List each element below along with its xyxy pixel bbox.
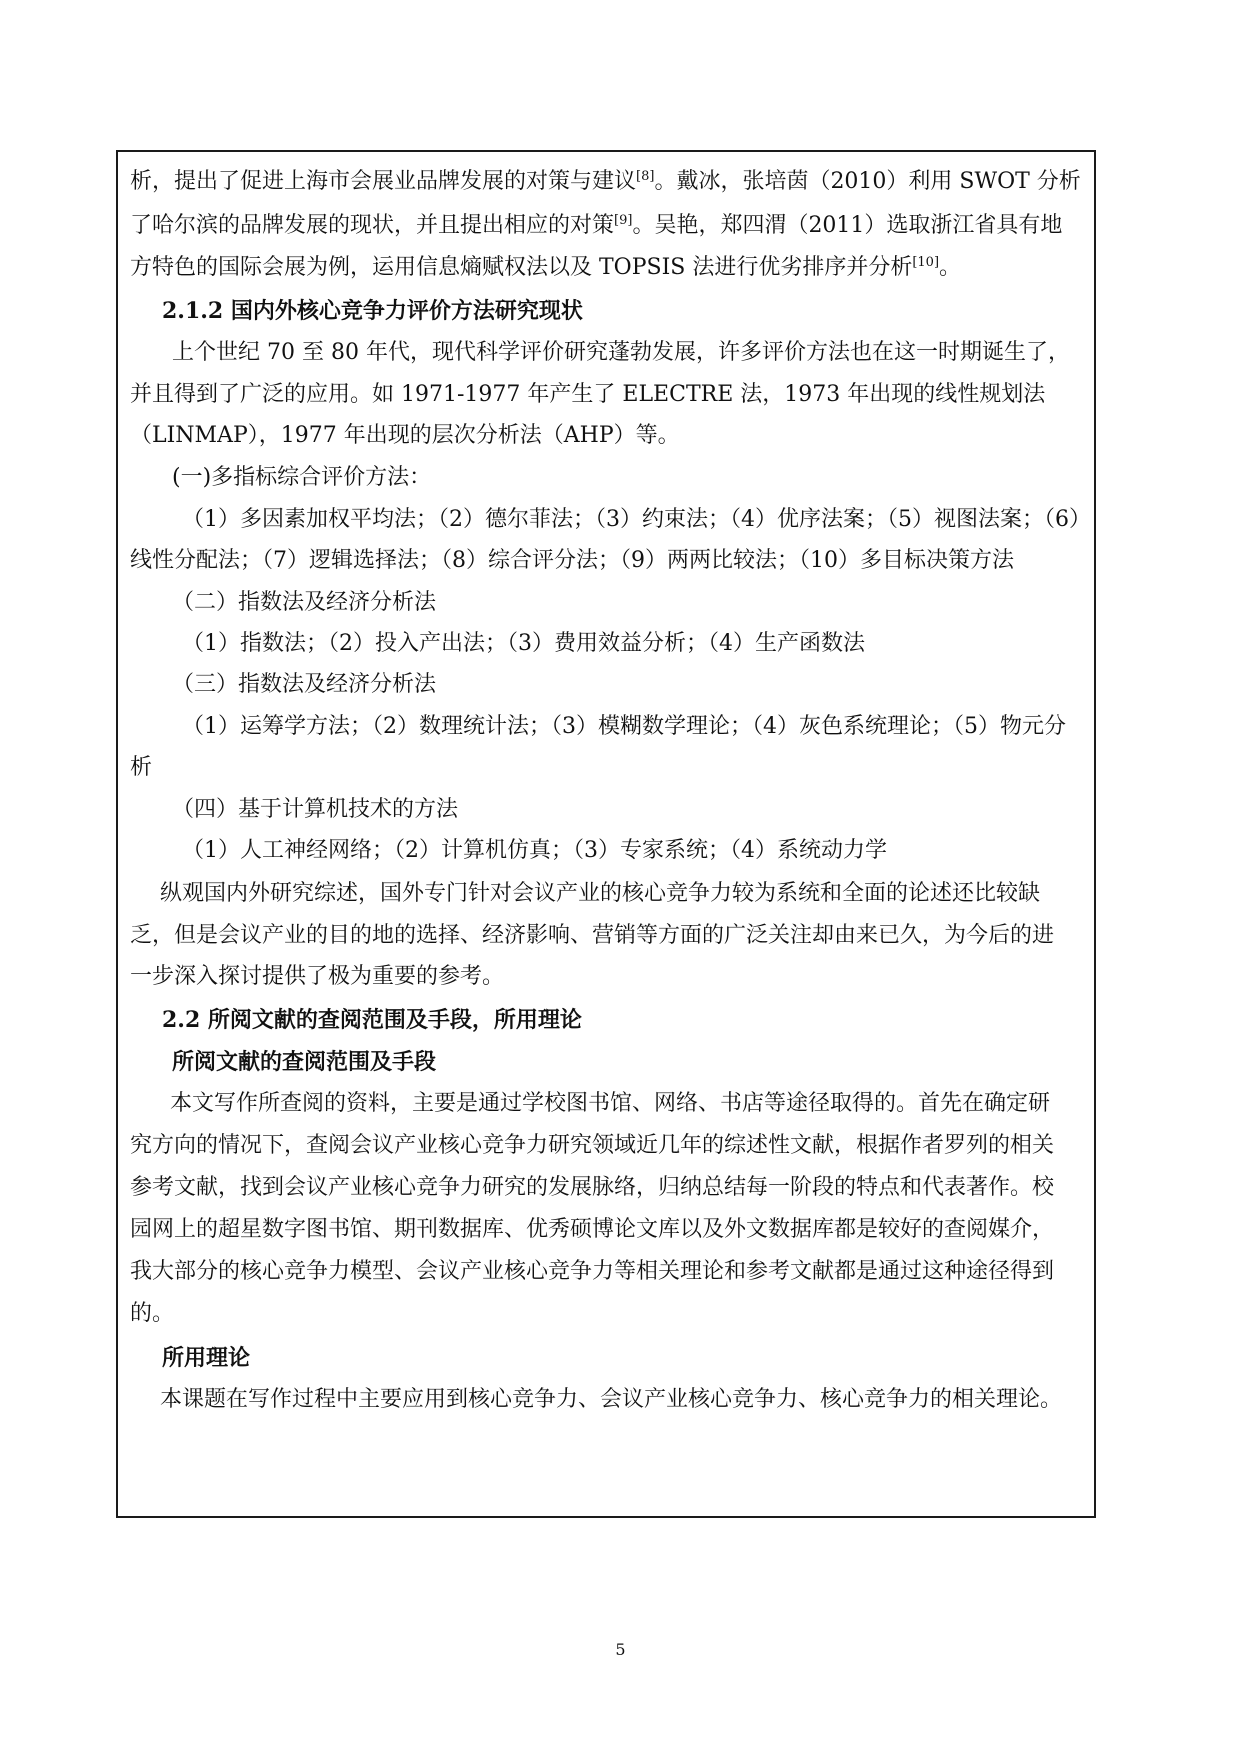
- subheading-theory: 所用理论: [162, 1345, 251, 1371]
- subheading-range: 所阅文献的查阅范围及手段: [172, 1049, 437, 1075]
- text-line: 的。: [130, 1301, 175, 1326]
- text-line: 线性分配法；（7）逻辑选择法；（8）综合评分法；（9）两两比较法；（10）多目标决策方法: [130, 548, 1014, 573]
- text-line: 我大部分的核心竞争力模型、会议产业核心竞争力等相关理论和参考文献都是通过这种途径得到: [130, 1259, 1055, 1284]
- page-number: 5: [615, 1640, 626, 1659]
- text-line: （1）指数法；（2）投入产出法；（3）费用效益分析；（4）生产函数法: [182, 631, 865, 656]
- text-line: （1）运筹学方法；（2）数理统计法；（3）模糊数学理论；（4）灰色系统理论；（5）物元分: [182, 714, 1066, 739]
- text-line: 一步深入探讨提供了极为重要的参考。: [130, 964, 505, 989]
- text-line: 究方向的情况下，查阅会议产业核心竞争力研究领域近几年的综述性文献，根据作者罗列的相关: [130, 1133, 1055, 1158]
- section-heading-2-2: 2.2 所阅文献的查阅范围及手段，所用理论: [162, 1007, 582, 1033]
- subsection-title: (一)多指标综合评价方法：: [172, 465, 432, 490]
- citation-9: [9]: [614, 213, 633, 228]
- text-line: 上个世纪 70 至 80 年代，现代科学评价研究蓬勃发展，许多评价方法也在这一时期诞生了，: [172, 340, 1070, 365]
- text-line: 乏，但是会议产业的目的地的选择、经济影响、营销等方面的广泛关注却由来已久，为今后的进: [130, 923, 1055, 948]
- subsection-title: （三）指数法及经济分析法: [172, 672, 437, 697]
- text-line: （LINMAP），1977 年出现的层次分析法（AHP）等。: [130, 423, 680, 448]
- text-line: 园网上的超星数字图书馆、期刊数据库、优秀硕博论文库以及外文数据库都是较好的查阅媒介，: [130, 1217, 1055, 1242]
- section-heading-2-1-2: 2.1.2 国内外核心竞争力评价方法研究现状: [162, 298, 583, 324]
- text-line: 本文写作所查阅的资料，主要是通过学校图书馆、网络、书店等途径取得的。首先在确定研: [170, 1091, 1051, 1116]
- text-line: 纵观国内外研究综述，国外专门针对会议产业的核心竞争力较为系统和全面的论述还比较缺: [160, 881, 1041, 906]
- subsection-title: （二）指数法及经济分析法: [172, 590, 437, 615]
- text-line: （1）人工神经网络；（2）计算机仿真；（3）专家系统；（4）系统动力学: [182, 838, 887, 863]
- text-line: 本课题在写作过程中主要应用到核心竞争力、会议产业核心竞争力、核心竞争力的相关理论。: [160, 1387, 1063, 1412]
- text-line: 析: [130, 755, 153, 780]
- text-line: 方特色的国际会展为例，运用信息熵赋权法以及 TOPSIS 法进行优劣排序并分析[10]。: [130, 255, 962, 280]
- citation-10: [10]: [912, 255, 940, 270]
- text-line: （1）多因素加权平均法；（2）德尔菲法；（3）约束法；（4）优序法案；（5）视图法案；（6）: [182, 507, 1091, 532]
- text-line: 并且得到了广泛的应用。如 1971-1977 年产生了 ELECTRE 法，1973 年出现的线性规划法: [130, 382, 1046, 407]
- text-line: 析，提出了促进上海市会展业品牌发展的对策与建议[8]。戴冰，张培茵（2010）利用 SWOT 分析: [130, 169, 1081, 194]
- citation-8: [8]: [636, 169, 655, 184]
- text-line: 参考文献，找到会议产业核心竞争力研究的发展脉络，归纳总结每一阶段的特点和代表著作。校: [130, 1175, 1055, 1200]
- text-line: 了哈尔滨的品牌发展的现状，并且提出相应的对策[9]。吴艳，郑四渭（2011）选取浙江省具有地: [130, 213, 1063, 238]
- subsection-title: （四）基于计算机技术的方法: [172, 797, 459, 822]
